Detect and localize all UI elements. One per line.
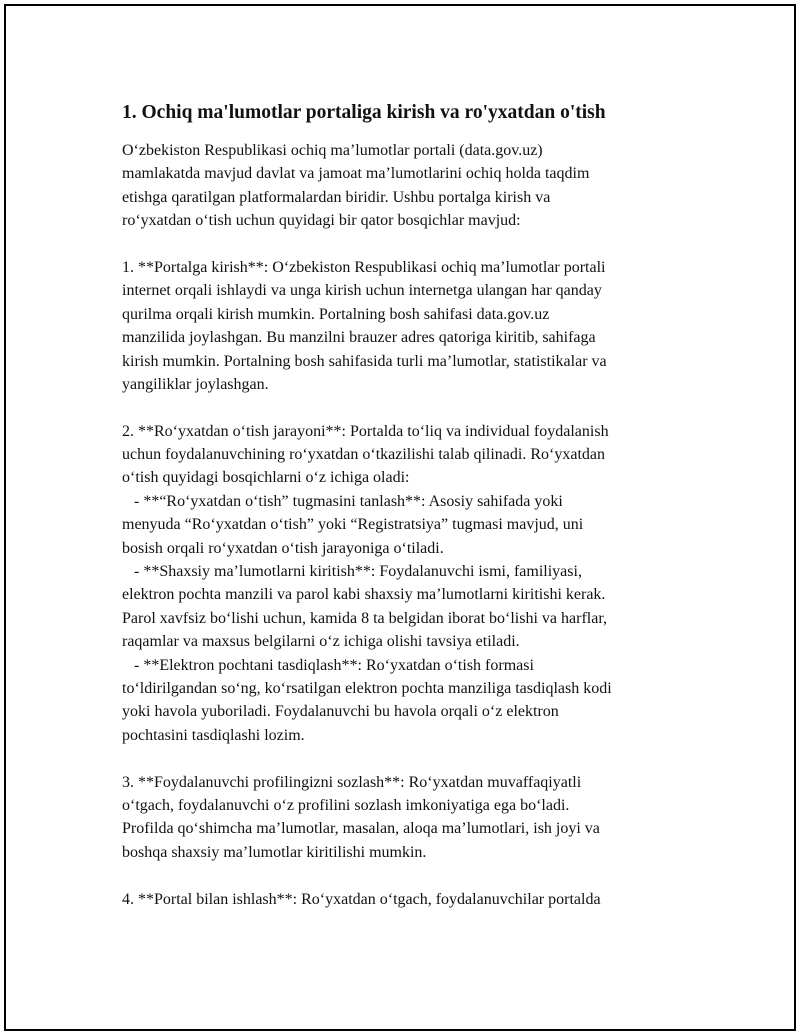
page-title: 1. Ochiq ma'lumotlar portaliga kirish va ro'yxatdan o'tish (122, 102, 606, 123)
text-line: o‘tgach, foydalanuvchi o‘z profilini sozlash imkoniyatiga ega bo‘ladi. (122, 796, 570, 814)
text-line: etishga qaratilgan platformalardan biridir. Ushbu portalga kirish va (122, 188, 551, 206)
text-line: Profilda qo‘shimcha ma’lumotlar, masalan, aloqa ma’lumotlari, ish joyi va (122, 820, 600, 838)
text-line: kirish mumkin. Portalning bosh sahifasida turli ma’lumotlar, statistikalar va (122, 352, 607, 370)
text-line: o‘tish quyidagi bosqichlarni o‘z ichiga oladi: (122, 469, 410, 487)
text-line: 3. **Foydalanuvchi profilingizni sozlash**: Ro‘yxatdan muvaffaqiyatli (122, 773, 582, 791)
text-line: 4. **Portal bilan ishlash**: Ro‘yxatdan o‘tgach, foydalanuvchilar portalda (122, 890, 601, 908)
paragraph-spacer (122, 396, 702, 419)
text-line: 1. **Portalga kirish**: O‘zbekiston Respublikasi ochiq ma’lumotlar portali (122, 258, 606, 276)
sub-item-line: - **“Ro‘yxatdan o‘tish” tugmasini tanlash**: Asosiy sahifada yoki (122, 492, 563, 510)
document-body (122, 100, 702, 911)
text-line: raqamlar va maxsus belgilarni o‘z ichiga olishi tavsiya etiladi. (122, 633, 520, 651)
intro-paragraph (122, 139, 702, 233)
text-line: menyuda “Ro‘yxatdan o‘tish” yoki “Registratsiya” tugmasi mavjud, uni (122, 516, 584, 534)
paragraph-spacer (122, 864, 702, 887)
text-line: yangiliklar joylashgan. (122, 375, 269, 393)
sub-item-line: - **Elektron pochtani tasdiqlash**: Ro‘yxatdan o‘tish formasi (122, 656, 534, 674)
step-2-paragraph (122, 420, 702, 747)
paragraph-spacer (122, 233, 702, 256)
text-line: qurilma orqali kirish mumkin. Portalning bosh sahifasi data.gov.uz (122, 305, 550, 323)
text-line: uchun foydalanuvchining ro‘yxatdan o‘tkazilishi talab qilinadi. Ro‘yxatdan (122, 446, 605, 464)
text-line: internet orqali ishlaydi va unga kirish uchun internetga ulangan har qanday (122, 282, 602, 300)
text-line: manzilida joylashgan. Bu manzilni brauzer adres qatoriga kiritib, sahifaga (122, 329, 596, 347)
text-line: elektron pochta manzili va parol kabi shaxsiy ma’lumotlarni kiritishi kerak. (122, 586, 606, 604)
text-line: pochtasini tasdiqlashi lozim. (122, 726, 305, 744)
text-line: O‘zbekiston Respublikasi ochiq ma’lumotlar portali (data.gov.uz) (122, 142, 543, 159)
text-line: ro‘yxatdan o‘tish uchun quyidagi bir qator bosqichlar mavjud: (122, 212, 521, 230)
text-line: mamlakatda mavjud davlat va jamoat ma’lumotlarini ochiq holda taqdim (122, 165, 590, 183)
text-line: bosish orqali ro‘yxatdan o‘tish jarayoniga o‘tiladi. (122, 539, 444, 557)
document-text (122, 139, 702, 911)
text-line: Parol xavfsiz bo‘lishi uchun, kamida 8 ta belgidan iborat bo‘lishi va harflar, (122, 609, 608, 627)
step-3-paragraph (122, 771, 702, 865)
sub-item-line: - **Shaxsiy ma’lumotlarni kiritish**: Foydalanuvchi ismi, familiyasi, (122, 563, 582, 581)
step-1-paragraph (122, 256, 702, 396)
text-line: to‘ldirilgandan so‘ng, ko‘rsatilgan elektron pochta manziliga tasdiqlash kodi (122, 679, 612, 697)
text-line: 2. **Ro‘yxatdan o‘tish jarayoni**: Portalda to‘liq va individual foydalanish (122, 422, 609, 440)
text-line: boshqa shaxsiy ma’lumotlar kiritilishi mumkin. (122, 843, 427, 861)
step-4-paragraph (122, 888, 702, 911)
text-line: yoki havola yuboriladi. Foydalanuvchi bu havola orqali o‘z elektron (122, 703, 559, 721)
paragraph-spacer (122, 747, 702, 770)
page-frame (4, 4, 796, 1031)
